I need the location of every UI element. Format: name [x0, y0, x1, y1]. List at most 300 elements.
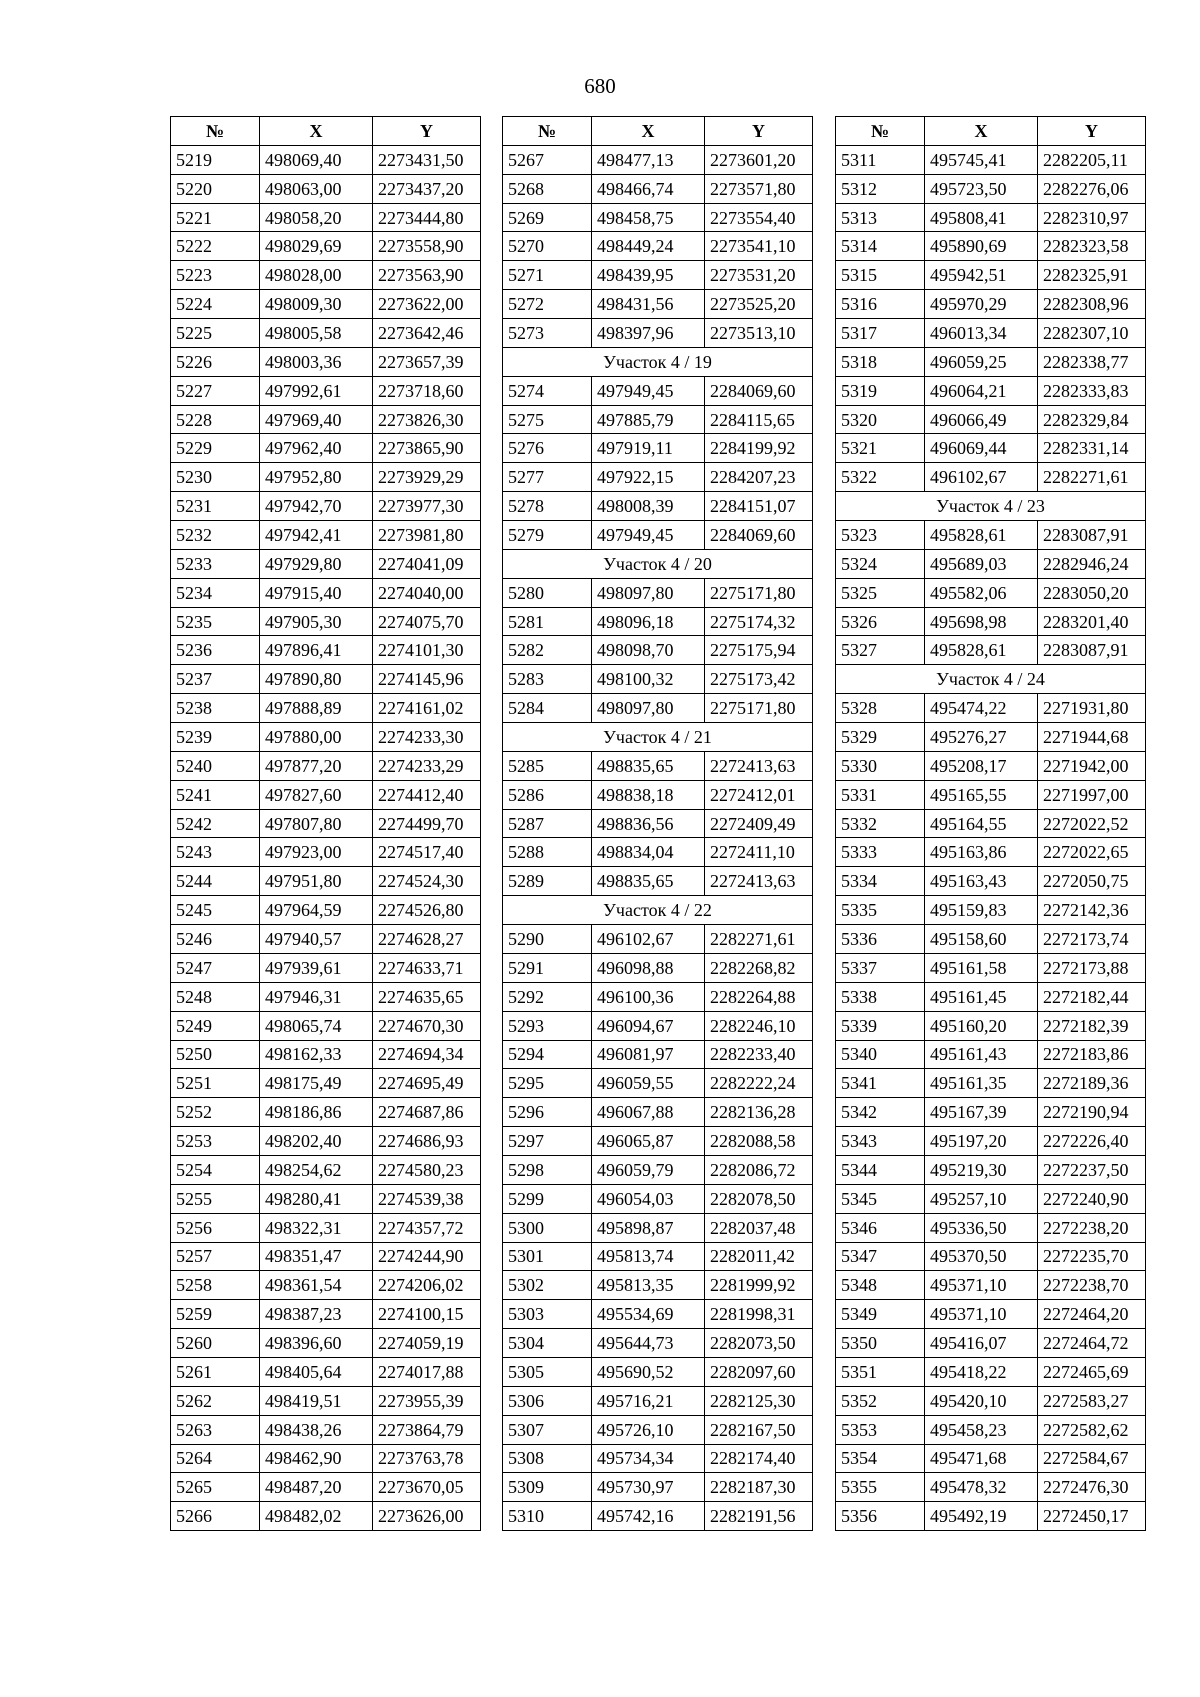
table-row: [171, 953, 481, 982]
y-coordinate-cell: 2272142,36: [1038, 896, 1146, 925]
y-coordinate-cell: 2274100,15: [373, 1300, 481, 1329]
y-coordinate-cell: 2273977,30: [373, 492, 481, 521]
table-row: [836, 549, 1146, 578]
x-coordinate-cell: 495742,16: [592, 1502, 705, 1531]
point-number-cell: 5242: [171, 809, 260, 838]
x-coordinate-cell: 498396,60: [260, 1329, 373, 1358]
point-number-cell: 5314: [836, 232, 925, 261]
table-row: [503, 1069, 813, 1098]
table-row: [503, 1415, 813, 1444]
point-number-cell: 5335: [836, 896, 925, 925]
y-coordinate-cell: 2282323,58: [1038, 232, 1146, 261]
y-coordinate-cell: 2273601,20: [705, 145, 813, 174]
y-coordinate-cell: 2272411,10: [705, 838, 813, 867]
table-row: [171, 1329, 481, 1358]
table-row: [171, 319, 481, 348]
x-coordinate-cell: 497827,60: [260, 780, 373, 809]
point-number-cell: 5299: [503, 1184, 592, 1213]
y-coordinate-cell: 2273431,50: [373, 145, 481, 174]
y-coordinate-cell: 2271997,00: [1038, 780, 1146, 809]
x-coordinate-cell: 498835,65: [592, 751, 705, 780]
point-number-cell: 5345: [836, 1184, 925, 1213]
x-coordinate-cell: 495471,68: [925, 1444, 1038, 1473]
y-coordinate-cell: 2284115,65: [705, 405, 813, 434]
table-row: [171, 492, 481, 521]
y-coordinate-cell: 2272190,94: [1038, 1098, 1146, 1127]
table-row: [503, 925, 813, 954]
x-coordinate-cell: 496065,87: [592, 1127, 705, 1156]
y-coordinate-cell: 2272464,20: [1038, 1300, 1146, 1329]
y-coordinate-cell: 2282205,11: [1038, 145, 1146, 174]
point-number-cell: 5346: [836, 1213, 925, 1242]
table-row: [503, 1357, 813, 1386]
table-row: [503, 463, 813, 492]
x-coordinate-cell: 498065,74: [260, 1011, 373, 1040]
point-number-cell: 5312: [836, 174, 925, 203]
y-coordinate-cell: 2272050,75: [1038, 867, 1146, 896]
table-row: [836, 174, 1146, 203]
x-coordinate-cell: 495690,52: [592, 1357, 705, 1386]
table-row: [836, 723, 1146, 752]
table-row: [503, 1329, 813, 1358]
x-coordinate-cell: 498096,18: [592, 607, 705, 636]
y-coordinate-cell: 2274161,02: [373, 694, 481, 723]
y-coordinate-cell: 2272409,49: [705, 809, 813, 838]
point-number-cell: 5237: [171, 665, 260, 694]
point-number-cell: 5325: [836, 578, 925, 607]
point-number-cell: 5300: [503, 1213, 592, 1242]
point-number-cell: 5261: [171, 1357, 260, 1386]
y-coordinate-cell: 2272238,20: [1038, 1213, 1146, 1242]
x-coordinate-cell: 495458,23: [925, 1415, 1038, 1444]
x-coordinate-cell: 498008,39: [592, 492, 705, 521]
x-coordinate-cell: 496013,34: [925, 319, 1038, 348]
table-row: [171, 1127, 481, 1156]
x-coordinate-cell: 496094,67: [592, 1011, 705, 1040]
y-coordinate-cell: 2272173,88: [1038, 953, 1146, 982]
y-coordinate-cell: 2273554,40: [705, 203, 813, 232]
point-number-cell: 5320: [836, 405, 925, 434]
table-row: [836, 809, 1146, 838]
column-header-x: X: [925, 117, 1038, 146]
y-coordinate-cell: 2274694,34: [373, 1040, 481, 1069]
point-number-cell: 5297: [503, 1127, 592, 1156]
x-coordinate-cell: 498487,20: [260, 1473, 373, 1502]
section-heading: Участок 4 / 22: [503, 896, 813, 925]
point-number-cell: 5344: [836, 1155, 925, 1184]
point-number-cell: 5326: [836, 607, 925, 636]
table-row: [836, 1213, 1146, 1242]
table-row: [171, 1213, 481, 1242]
point-number-cell: 5291: [503, 953, 592, 982]
point-number-cell: 5231: [171, 492, 260, 521]
point-number-cell: 5267: [503, 145, 592, 174]
y-coordinate-cell: 2272465,69: [1038, 1357, 1146, 1386]
table-row: [503, 145, 813, 174]
table-row: [503, 1300, 813, 1329]
y-coordinate-cell: 2273865,90: [373, 434, 481, 463]
y-coordinate-cell: 2271942,00: [1038, 751, 1146, 780]
y-coordinate-cell: 2271931,80: [1038, 694, 1146, 723]
table-row: [503, 290, 813, 319]
point-number-cell: 5259: [171, 1300, 260, 1329]
y-coordinate-cell: 2274539,38: [373, 1184, 481, 1213]
table-row: [503, 1271, 813, 1300]
x-coordinate-cell: 497952,80: [260, 463, 373, 492]
point-number-cell: 5328: [836, 694, 925, 723]
point-number-cell: 5353: [836, 1415, 925, 1444]
point-number-cell: 5355: [836, 1473, 925, 1502]
table-row: [171, 1155, 481, 1184]
x-coordinate-cell: 498477,13: [592, 145, 705, 174]
point-number-cell: 5280: [503, 578, 592, 607]
y-coordinate-cell: 2271944,68: [1038, 723, 1146, 752]
column-header-y: Y: [373, 117, 481, 146]
x-coordinate-cell: 497929,80: [260, 549, 373, 578]
x-coordinate-cell: 498834,04: [592, 838, 705, 867]
column-header-x: X: [592, 117, 705, 146]
x-coordinate-cell: 498058,20: [260, 203, 373, 232]
table-row: [503, 751, 813, 780]
y-coordinate-cell: 2274628,27: [373, 925, 481, 954]
x-coordinate-cell: 495416,07: [925, 1329, 1038, 1358]
y-coordinate-cell: 2282308,96: [1038, 290, 1146, 319]
point-number-cell: 5347: [836, 1242, 925, 1271]
table-row: [171, 896, 481, 925]
x-coordinate-cell: 495698,98: [925, 607, 1038, 636]
x-coordinate-cell: 498280,41: [260, 1184, 373, 1213]
point-number-cell: 5294: [503, 1040, 592, 1069]
point-number-cell: 5238: [171, 694, 260, 723]
table-body: [503, 145, 813, 1530]
point-number-cell: 5316: [836, 290, 925, 319]
x-coordinate-cell: 495161,58: [925, 953, 1038, 982]
column-header-number: №: [171, 117, 260, 146]
y-coordinate-cell: 2283087,91: [1038, 636, 1146, 665]
table-row: [503, 376, 813, 405]
point-number-cell: 5307: [503, 1415, 592, 1444]
point-number-cell: 5305: [503, 1357, 592, 1386]
y-coordinate-cell: 2273763,78: [373, 1444, 481, 1473]
y-coordinate-cell: 2282167,50: [705, 1415, 813, 1444]
y-coordinate-cell: 2275173,42: [705, 665, 813, 694]
x-coordinate-cell: 495644,73: [592, 1329, 705, 1358]
table-row: [503, 809, 813, 838]
point-number-cell: 5221: [171, 203, 260, 232]
x-coordinate-cell: 495420,10: [925, 1386, 1038, 1415]
table-row: [836, 521, 1146, 550]
y-coordinate-cell: 2281998,31: [705, 1300, 813, 1329]
y-coordinate-cell: 2282310,97: [1038, 203, 1146, 232]
x-coordinate-cell: 498466,74: [592, 174, 705, 203]
point-number-cell: 5296: [503, 1098, 592, 1127]
table-row: [836, 1329, 1146, 1358]
table-row: [836, 953, 1146, 982]
point-number-cell: 5265: [171, 1473, 260, 1502]
point-number-cell: 5319: [836, 376, 925, 405]
point-number-cell: 5318: [836, 347, 925, 376]
table-row: [503, 982, 813, 1011]
table-row: [171, 1300, 481, 1329]
x-coordinate-cell: 498097,80: [592, 578, 705, 607]
x-coordinate-cell: 498449,24: [592, 232, 705, 261]
point-number-cell: 5304: [503, 1329, 592, 1358]
point-number-cell: 5306: [503, 1386, 592, 1415]
table-row: [503, 1040, 813, 1069]
x-coordinate-cell: 495813,35: [592, 1271, 705, 1300]
column-header-number: №: [503, 117, 592, 146]
point-number-cell: 5269: [503, 203, 592, 232]
point-number-cell: 5232: [171, 521, 260, 550]
table-row: [503, 665, 813, 694]
point-number-cell: 5283: [503, 665, 592, 694]
y-coordinate-cell: 2274101,30: [373, 636, 481, 665]
y-coordinate-cell: 2273826,30: [373, 405, 481, 434]
x-coordinate-cell: 498351,47: [260, 1242, 373, 1271]
point-number-cell: 5310: [503, 1502, 592, 1531]
y-coordinate-cell: 2274499,70: [373, 809, 481, 838]
table-row: [171, 434, 481, 463]
x-coordinate-cell: 495158,60: [925, 925, 1038, 954]
point-number-cell: 5224: [171, 290, 260, 319]
x-coordinate-cell: 497919,11: [592, 434, 705, 463]
x-coordinate-cell: 495734,34: [592, 1444, 705, 1473]
table-row: [171, 1386, 481, 1415]
table-row: [171, 867, 481, 896]
y-coordinate-cell: 2273525,20: [705, 290, 813, 319]
table-row: [503, 1242, 813, 1271]
y-coordinate-cell: 2282268,82: [705, 953, 813, 982]
table-row: [836, 838, 1146, 867]
table-row: [171, 578, 481, 607]
table-row: [836, 1415, 1146, 1444]
x-coordinate-cell: 495890,69: [925, 232, 1038, 261]
x-coordinate-cell: 497923,00: [260, 838, 373, 867]
table-row: [171, 982, 481, 1011]
y-coordinate-cell: 2274635,65: [373, 982, 481, 1011]
y-coordinate-cell: 2272022,52: [1038, 809, 1146, 838]
y-coordinate-cell: 2282187,30: [705, 1473, 813, 1502]
x-coordinate-cell: 495828,61: [925, 636, 1038, 665]
x-coordinate-cell: 495371,10: [925, 1271, 1038, 1300]
x-coordinate-cell: 497890,80: [260, 665, 373, 694]
y-coordinate-cell: 2284207,23: [705, 463, 813, 492]
point-number-cell: 5333: [836, 838, 925, 867]
x-coordinate-cell: 497942,41: [260, 521, 373, 550]
x-coordinate-cell: 498397,96: [592, 319, 705, 348]
point-number-cell: 5342: [836, 1098, 925, 1127]
point-number-cell: 5277: [503, 463, 592, 492]
point-number-cell: 5301: [503, 1242, 592, 1271]
point-number-cell: 5235: [171, 607, 260, 636]
x-coordinate-cell: 497885,79: [592, 405, 705, 434]
point-number-cell: 5308: [503, 1444, 592, 1473]
x-coordinate-cell: 497922,15: [592, 463, 705, 492]
point-number-cell: 5241: [171, 780, 260, 809]
x-coordinate-cell: 495163,86: [925, 838, 1038, 867]
y-coordinate-cell: 2275175,94: [705, 636, 813, 665]
point-number-cell: 5257: [171, 1242, 260, 1271]
table-row: [836, 1502, 1146, 1531]
y-coordinate-cell: 2282246,10: [705, 1011, 813, 1040]
x-coordinate-cell: 496059,25: [925, 347, 1038, 376]
y-coordinate-cell: 2284069,60: [705, 521, 813, 550]
table-row: [503, 405, 813, 434]
y-coordinate-cell: 2272189,36: [1038, 1069, 1146, 1098]
point-number-cell: 5252: [171, 1098, 260, 1127]
y-coordinate-cell: 2282333,83: [1038, 376, 1146, 405]
y-coordinate-cell: 2274017,88: [373, 1357, 481, 1386]
x-coordinate-cell: 498009,30: [260, 290, 373, 319]
point-number-cell: 5327: [836, 636, 925, 665]
point-number-cell: 5234: [171, 578, 260, 607]
y-coordinate-cell: 2274524,30: [373, 867, 481, 896]
table-row: [836, 607, 1146, 636]
x-coordinate-cell: 496066,49: [925, 405, 1038, 434]
point-number-cell: 5276: [503, 434, 592, 463]
point-number-cell: 5240: [171, 751, 260, 780]
y-coordinate-cell: 2272476,30: [1038, 1473, 1146, 1502]
y-coordinate-cell: 2273642,46: [373, 319, 481, 348]
y-coordinate-cell: 2283050,20: [1038, 578, 1146, 607]
section-heading-row: [503, 896, 813, 925]
x-coordinate-cell: 497877,20: [260, 751, 373, 780]
x-coordinate-cell: 498482,02: [260, 1502, 373, 1531]
point-number-cell: 5324: [836, 549, 925, 578]
section-heading: Участок 4 / 23: [836, 492, 1146, 521]
x-coordinate-cell: 498836,56: [592, 809, 705, 838]
point-number-cell: 5289: [503, 867, 592, 896]
point-number-cell: 5303: [503, 1300, 592, 1329]
point-number-cell: 5302: [503, 1271, 592, 1300]
y-coordinate-cell: 2272235,70: [1038, 1242, 1146, 1271]
section-heading-row: [503, 723, 813, 752]
y-coordinate-cell: 2282329,84: [1038, 405, 1146, 434]
table-row: [171, 145, 481, 174]
point-number-cell: 5285: [503, 751, 592, 780]
x-coordinate-cell: 496067,88: [592, 1098, 705, 1127]
x-coordinate-cell: 498838,18: [592, 780, 705, 809]
table-row: [836, 261, 1146, 290]
x-coordinate-cell: 496059,79: [592, 1155, 705, 1184]
point-number-cell: 5340: [836, 1040, 925, 1069]
y-coordinate-cell: 2284069,60: [705, 376, 813, 405]
table-row: [503, 434, 813, 463]
table-row: [836, 319, 1146, 348]
y-coordinate-cell: 2274233,29: [373, 751, 481, 780]
x-coordinate-cell: 495161,35: [925, 1069, 1038, 1098]
point-number-cell: 5253: [171, 1127, 260, 1156]
x-coordinate-cell: 496098,88: [592, 953, 705, 982]
y-coordinate-cell: 2282088,58: [705, 1127, 813, 1156]
coordinate-table-1: [170, 116, 481, 1531]
y-coordinate-cell: 2273718,60: [373, 376, 481, 405]
point-number-cell: 5352: [836, 1386, 925, 1415]
table-row: [171, 751, 481, 780]
table-row: [171, 203, 481, 232]
x-coordinate-cell: 495813,74: [592, 1242, 705, 1271]
y-coordinate-cell: 2272584,67: [1038, 1444, 1146, 1473]
table-row: [836, 1155, 1146, 1184]
point-number-cell: 5248: [171, 982, 260, 1011]
point-number-cell: 5288: [503, 838, 592, 867]
y-coordinate-cell: 2282271,61: [1038, 463, 1146, 492]
y-coordinate-cell: 2273571,80: [705, 174, 813, 203]
y-coordinate-cell: 2272238,70: [1038, 1271, 1146, 1300]
y-coordinate-cell: 2272240,90: [1038, 1184, 1146, 1213]
y-coordinate-cell: 2274633,71: [373, 953, 481, 982]
y-coordinate-cell: 2273531,20: [705, 261, 813, 290]
point-number-cell: 5309: [503, 1473, 592, 1502]
table-row: [503, 261, 813, 290]
section-heading: Участок 4 / 19: [503, 347, 813, 376]
point-number-cell: 5250: [171, 1040, 260, 1069]
x-coordinate-cell: 495257,10: [925, 1184, 1038, 1213]
point-number-cell: 5279: [503, 521, 592, 550]
point-number-cell: 5225: [171, 319, 260, 348]
table-row: [836, 1098, 1146, 1127]
point-number-cell: 5337: [836, 953, 925, 982]
y-coordinate-cell: 2284199,92: [705, 434, 813, 463]
y-coordinate-cell: 2282233,40: [705, 1040, 813, 1069]
point-number-cell: 5311: [836, 145, 925, 174]
table-row: [171, 1098, 481, 1127]
y-coordinate-cell: 2282331,14: [1038, 434, 1146, 463]
table-row: [836, 1271, 1146, 1300]
point-number-cell: 5286: [503, 780, 592, 809]
y-coordinate-cell: 2274059,19: [373, 1329, 481, 1358]
y-coordinate-cell: 2274075,70: [373, 607, 481, 636]
point-number-cell: 5321: [836, 434, 925, 463]
point-number-cell: 5349: [836, 1300, 925, 1329]
point-number-cell: 5272: [503, 290, 592, 319]
table-row: [171, 1011, 481, 1040]
x-coordinate-cell: 495689,03: [925, 549, 1038, 578]
table-row: [503, 203, 813, 232]
point-number-cell: 5292: [503, 982, 592, 1011]
point-number-cell: 5348: [836, 1271, 925, 1300]
x-coordinate-cell: 498005,58: [260, 319, 373, 348]
table-row: [836, 405, 1146, 434]
x-coordinate-cell: 496059,55: [592, 1069, 705, 1098]
table-row: [171, 1069, 481, 1098]
y-coordinate-cell: 2272412,01: [705, 780, 813, 809]
table-row: [836, 145, 1146, 174]
point-number-cell: 5246: [171, 925, 260, 954]
table-row: [503, 1098, 813, 1127]
point-number-cell: 5339: [836, 1011, 925, 1040]
x-coordinate-cell: 495828,61: [925, 521, 1038, 550]
x-coordinate-cell: 497905,30: [260, 607, 373, 636]
x-coordinate-cell: 497949,45: [592, 521, 705, 550]
x-coordinate-cell: 495219,30: [925, 1155, 1038, 1184]
y-coordinate-cell: 2272022,65: [1038, 838, 1146, 867]
point-number-cell: 5260: [171, 1329, 260, 1358]
y-coordinate-cell: 2274695,49: [373, 1069, 481, 1098]
table-row: [503, 521, 813, 550]
y-coordinate-cell: 2274526,80: [373, 896, 481, 925]
point-number-cell: 5271: [503, 261, 592, 290]
point-number-cell: 5282: [503, 636, 592, 665]
table-row: [171, 723, 481, 752]
y-coordinate-cell: 2282037,48: [705, 1213, 813, 1242]
point-number-cell: 5356: [836, 1502, 925, 1531]
table-header-row: [171, 117, 481, 146]
table-row: [836, 434, 1146, 463]
x-coordinate-cell: 495167,39: [925, 1098, 1038, 1127]
y-coordinate-cell: 2274580,23: [373, 1155, 481, 1184]
x-coordinate-cell: 495161,45: [925, 982, 1038, 1011]
